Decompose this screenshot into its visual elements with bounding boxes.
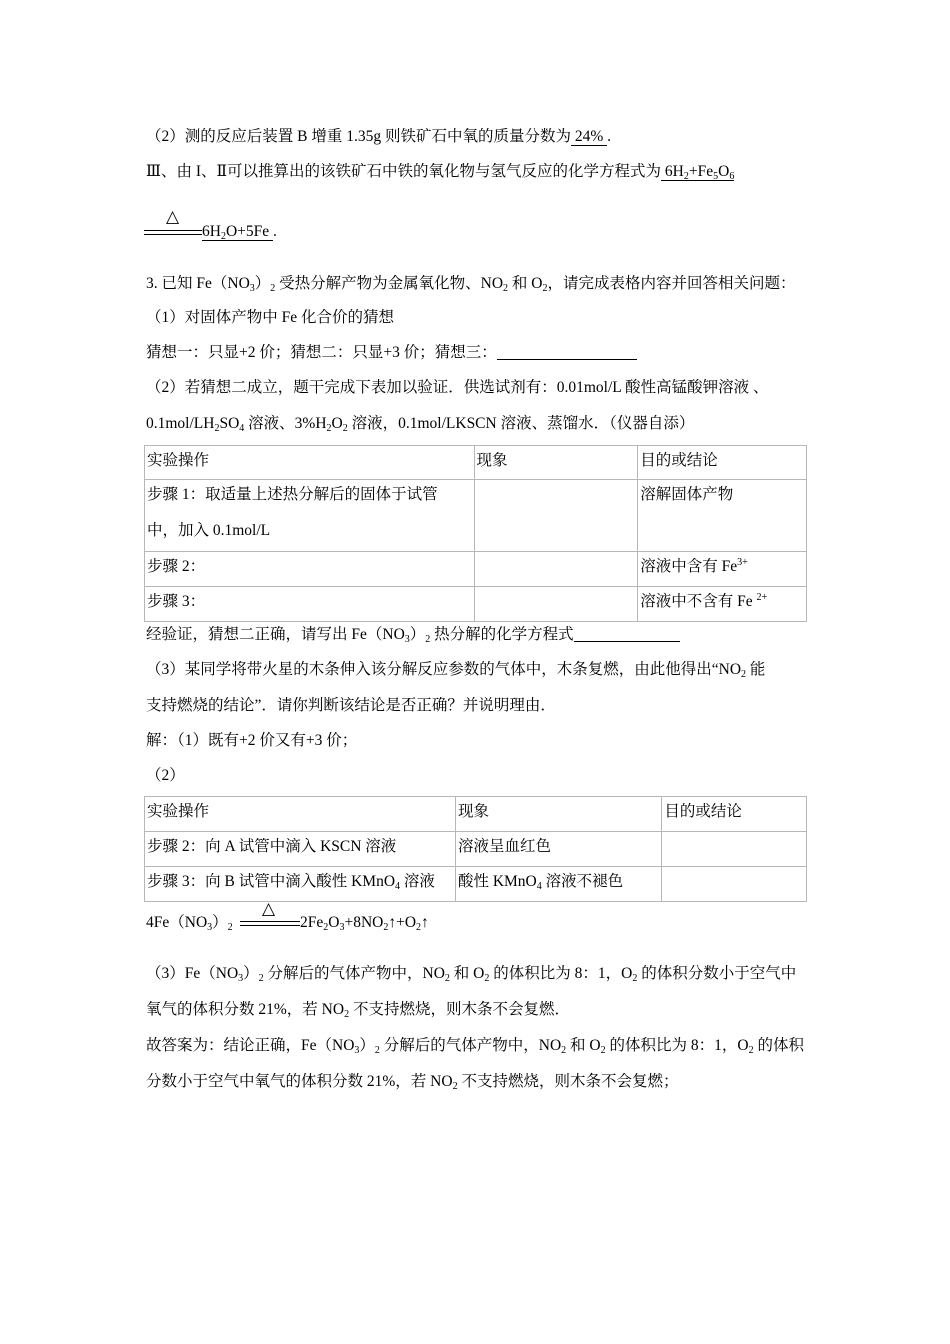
equation-double-line xyxy=(144,234,202,235)
table-cell: 溶液中含有 $Fe^{3+}$ xyxy=(638,552,807,587)
table-cell: 步骤 3： xyxy=(145,587,475,622)
solution-part1: 解：（1）既有+2 价又有+3 价； xyxy=(146,732,358,749)
q3-part3-cont: 支持燃烧的结论”．请你判断该结论是否正确？并说明理由． xyxy=(146,697,556,714)
answer-equation-part2: $6H_2O+5Fe$ . xyxy=(202,223,277,242)
equation-double-line xyxy=(240,921,300,922)
experiment-table-2 xyxy=(144,796,807,902)
q3-stem: 3. 已知 $Fe(NO_3)_2$ 受热分解产物为金属氧化物、$NO_2$ 和 $O_2$，请完成表格内容并回答相关问题： xyxy=(146,275,796,294)
q3-reagents: $0.1mol/LH_2SO_4$ 溶液、$3\%H_2O_2$ 溶液，0.1mol/LKSCN 溶液、蒸馏水．（仪器自添） xyxy=(146,415,695,434)
decomposition-equation-left: $4Fe(NO_3)_2$ xyxy=(146,914,233,933)
q3-guesses: 猜想一：只显+2 价；猜想二：只显+3 价；猜想三： xyxy=(146,343,637,363)
q3-part2: （2）若猜想二成立，题干完成下表加以验证．供选试剂有：0.01mol/L 酸性高锰酸钾溶液 、 xyxy=(146,379,769,396)
table-cell: 溶液呈血红色 xyxy=(455,832,661,867)
table-header: 实验操作 xyxy=(145,797,456,832)
table-cell: 步骤 2： xyxy=(145,552,475,587)
decomposition-equation-right: $2Fe_2O_3+8NO_2↑+O_2↑$ xyxy=(300,914,429,933)
final-answer: 故答案为：结论正确，$Fe(NO_3)_2$ 分解后的气体产物中，$NO_2$ 和 $O_2$ 的体积比为 8：1，$O_2$ 的体积 xyxy=(146,1037,804,1056)
solution-part2-label: （2） xyxy=(146,767,185,784)
table-header: 现象 xyxy=(455,797,661,832)
table-header: 实验操作 xyxy=(145,446,475,480)
q3-part1: （1）对固体产物中 Fe 化合价的猜想 xyxy=(146,309,395,326)
table-cell: 溶解固体产物 xyxy=(638,480,807,552)
table-header: 目的或结论 xyxy=(662,797,807,832)
q3-verification: 经验证，猜想二正确，请写出 $Fe(NO_3)_2$ 热分解的化学方程式 xyxy=(146,625,680,645)
experiment-table-1 xyxy=(144,445,807,622)
heat-delta-symbol: △ xyxy=(166,207,180,226)
solution-part3-cont: 氧气的体积分数 21%，若 $NO_2$ 不支持燃烧，则木条不会复燃． xyxy=(146,1001,570,1020)
q2-line: （2）测的反应后装置 B 增重 1.35g 则铁矿石中氧的质量分数为 24% . xyxy=(146,128,612,145)
heat-delta-symbol: △ xyxy=(262,899,276,918)
answer-equation-part1: $6H_2+Fe_5O_6$ xyxy=(661,163,735,182)
final-answer-cont: 分数小于空气中氧气的体积分数 21%，若 $NO_2$ 不支持燃烧，则木条不会复燃； xyxy=(146,1073,679,1092)
q3-equation-line: Ⅲ、由 I、Ⅱ可以推算出的该铁矿石中铁的氧化物与氢气反应的化学方程式为 $6H_2+Fe_5O_6$ xyxy=(146,163,735,182)
table-cell xyxy=(474,587,638,622)
table-cell: 步骤 3：向 B 试管中滴入酸性 KMnO$_4$ 溶液 xyxy=(145,867,456,902)
table-cell: 步骤 1：取适量上述热分解后的固体于试管 中，加入 0.1mol/L xyxy=(145,480,475,552)
table-cell: 酸性 KMnO$_4$ 溶液不褪色 xyxy=(455,867,661,902)
answer-oxygen-fraction: 24% xyxy=(570,128,608,145)
q3-part3: （3）某同学将带火星的木条伸入该分解反应参数的气体中，木条复燃，由此他得出“$NO_2$ 能 xyxy=(146,661,766,680)
equation-blank xyxy=(574,625,680,642)
solution-part3: $(3)Fe(NO_3)_2$ 分解后的气体产物中，$NO_2$ 和 $O_2$ 的体积比为 8：1，$O_2$ 的体积分数小于空气中 xyxy=(146,965,797,984)
table-header: 现象 xyxy=(474,446,638,480)
table-cell xyxy=(474,552,638,587)
equation-double-line xyxy=(144,230,202,231)
guess3-blank xyxy=(497,343,637,360)
table-cell xyxy=(662,832,807,867)
table-cell: 溶液中不含有 Fe $^{2+}$ xyxy=(638,587,807,622)
table-header: 目的或结论 xyxy=(638,446,807,480)
table-cell xyxy=(662,867,807,902)
equation-double-line xyxy=(240,925,300,926)
table-cell: 步骤 2：向 A 试管中滴入 KSCN 溶液 xyxy=(145,832,456,867)
table-cell xyxy=(474,480,638,552)
